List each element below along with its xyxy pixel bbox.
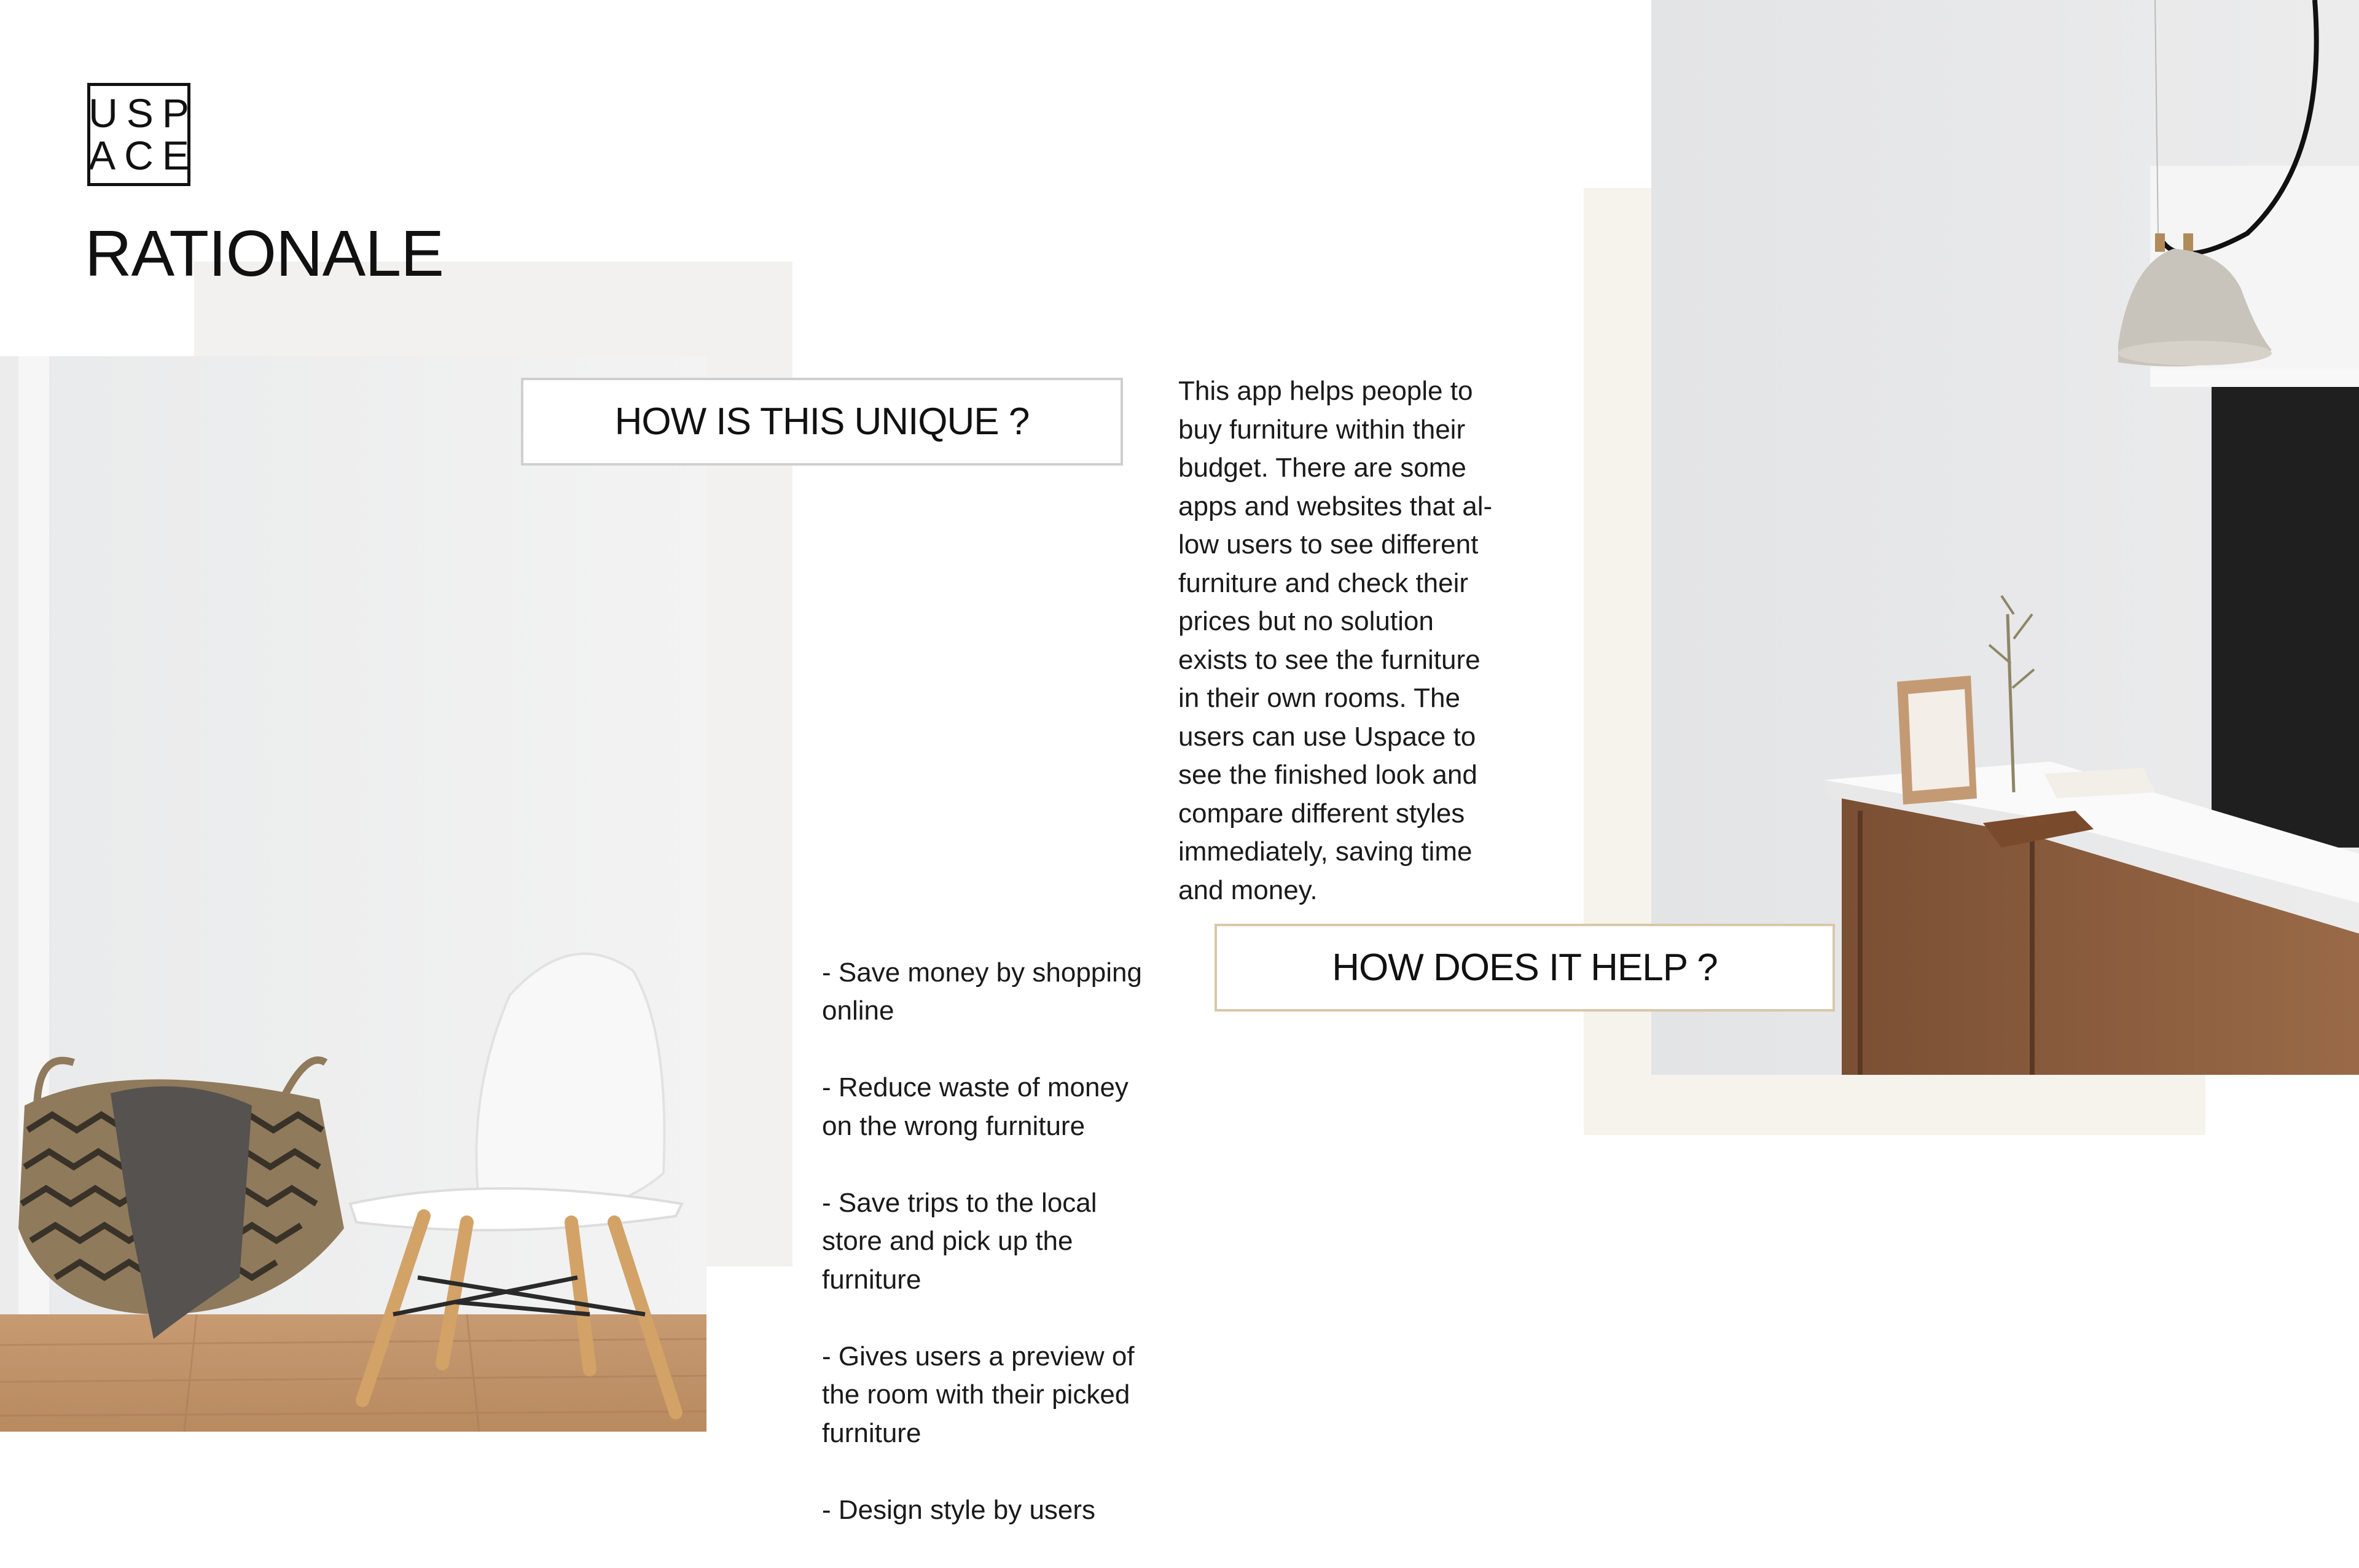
unique-heading: HOW IS THIS UNIQUE ? (614, 400, 1030, 443)
list-item: - Reduce waste of money on the wrong furniture (822, 1072, 1129, 1141)
help-benefits-list (822, 915, 1154, 1568)
chair-basket-photo (0, 356, 706, 1432)
unique-heading-box (521, 378, 1123, 466)
list-item: - Design style by users (822, 1494, 1096, 1525)
kitchen-counter-photo (1651, 0, 2359, 1075)
list-item: - Gives users a preview of the room with their picked furniture (822, 1341, 1135, 1448)
logo-line-1: USP (88, 90, 198, 136)
uspace-logo (87, 83, 198, 186)
logo-line-2: ACE (88, 133, 198, 178)
page-title: RATIONALE (85, 217, 444, 290)
unique-description: This app helps people to buy furniture within their budget. There are some apps and websites that al- low users to see different furniture and check their prices but no solution exists to see the furniture in their own rooms. The users can use Uspace to see the finished look and compare different styles immediately, saving time and money. (1178, 376, 1493, 905)
help-heading: HOW DOES IT HELP ? (1332, 946, 1718, 989)
help-heading-box (1215, 924, 1835, 1012)
list-item: - Save trips to the local store and pick up the furniture (822, 1187, 1097, 1295)
list-item: - Save money by shopping online (822, 957, 1142, 1026)
